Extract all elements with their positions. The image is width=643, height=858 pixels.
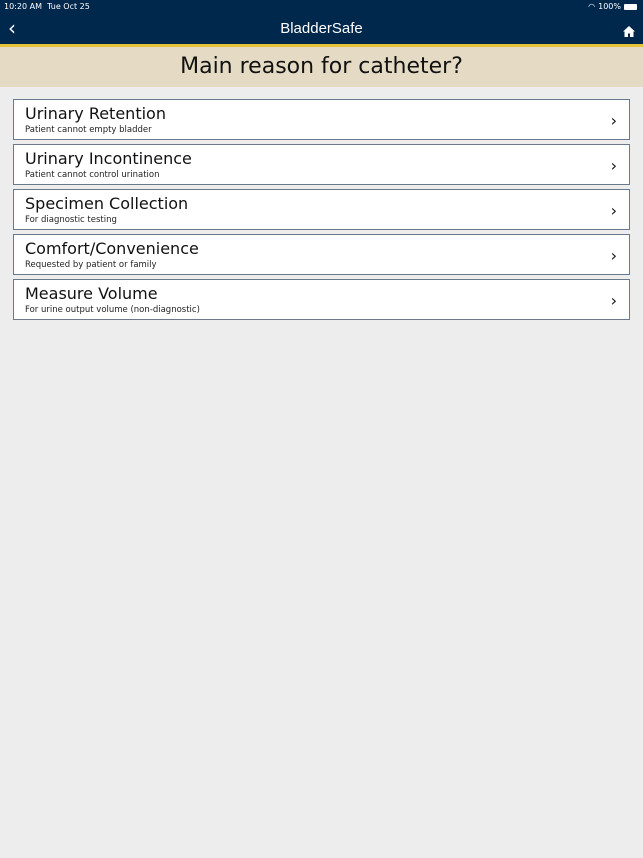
app-title: BladderSafe	[280, 20, 363, 37]
chevron-right-icon: ›	[610, 246, 617, 265]
option-subtitle: For urine output volume (non-diagnostic)	[25, 305, 200, 315]
wifi-icon: ◠	[588, 2, 596, 11]
date: Tue Oct 25	[47, 2, 90, 11]
options-list	[0, 87, 643, 336]
option-urinary-incontinence[interactable]	[13, 144, 630, 185]
option-title: Measure Volume	[25, 284, 158, 303]
option-title: Urinary Retention	[25, 104, 166, 123]
option-comfort-convenience[interactable]	[13, 234, 630, 275]
status-time	[4, 2, 90, 11]
back-button[interactable]: ‹	[8, 16, 16, 40]
status-right	[588, 2, 637, 11]
nav-bar	[0, 0, 643, 47]
battery-percent: 100%	[598, 2, 621, 11]
option-title: Urinary Incontinence	[25, 149, 192, 168]
option-title: Specimen Collection	[25, 194, 189, 213]
option-subtitle: Patient cannot empty bladder	[25, 125, 152, 135]
option-subtitle: Requested by patient or family	[25, 260, 157, 270]
home-button[interactable]	[623, 22, 635, 41]
time: 10:20 AM	[4, 2, 42, 11]
option-title: Comfort/Convenience	[25, 239, 199, 258]
option-subtitle: For diagnostic testing	[25, 215, 117, 225]
option-urinary-retention[interactable]	[13, 99, 630, 140]
chevron-right-icon: ›	[610, 201, 617, 220]
home-icon	[623, 26, 635, 37]
chevron-right-icon: ›	[610, 111, 617, 130]
chevron-right-icon: ›	[610, 291, 617, 310]
chevron-right-icon: ›	[610, 156, 617, 175]
battery-icon	[624, 4, 637, 10]
question-banner: Main reason for catheter?	[0, 47, 643, 87]
option-subtitle: Patient cannot control urination	[25, 170, 160, 180]
option-measure-volume[interactable]	[13, 279, 630, 320]
option-specimen-collection[interactable]	[13, 189, 630, 230]
